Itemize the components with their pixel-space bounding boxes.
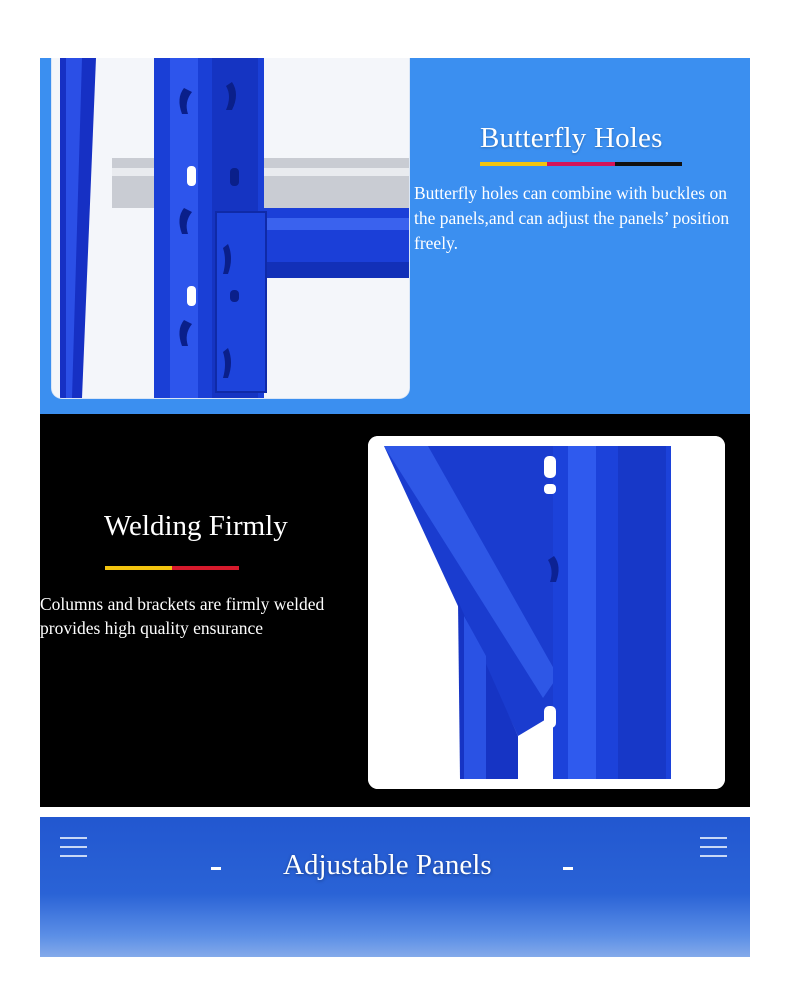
title-dash-right <box>563 867 573 870</box>
rule-segment-magenta <box>547 162 614 166</box>
butterfly-holes-section <box>40 58 750 414</box>
menu-icon <box>60 837 87 857</box>
butterfly-holes-title: Butterfly Holes <box>480 122 663 154</box>
butterfly-holes-color-rule <box>480 162 682 166</box>
adjustable-panels-banner <box>40 817 750 957</box>
rule-segment-black <box>615 162 682 166</box>
menu-icon <box>700 837 727 857</box>
rule-segment-yellow <box>480 162 547 166</box>
welding-photo <box>368 436 725 789</box>
butterfly-holes-photo <box>52 58 409 398</box>
butterfly-holes-description: Butterfly holes can combine with buckles on the panels,and can adjust the panels’ position freely. <box>414 183 730 253</box>
adjustable-panels-title: Adjustable Panels <box>283 849 492 881</box>
welding-firmly-title: Welding Firmly <box>104 510 288 542</box>
welding-firmly-section <box>40 414 750 807</box>
title-dash-left <box>211 867 221 870</box>
rule-segment-yellow <box>105 566 172 570</box>
welding-firmly-color-rule <box>105 566 239 570</box>
shelf-column-illustration <box>52 58 409 398</box>
welding-firmly-description: Columns and brackets are firmly welded provides high quality ensurance <box>40 594 325 638</box>
rule-segment-red <box>172 566 239 570</box>
welded-bracket-illustration <box>368 436 725 789</box>
